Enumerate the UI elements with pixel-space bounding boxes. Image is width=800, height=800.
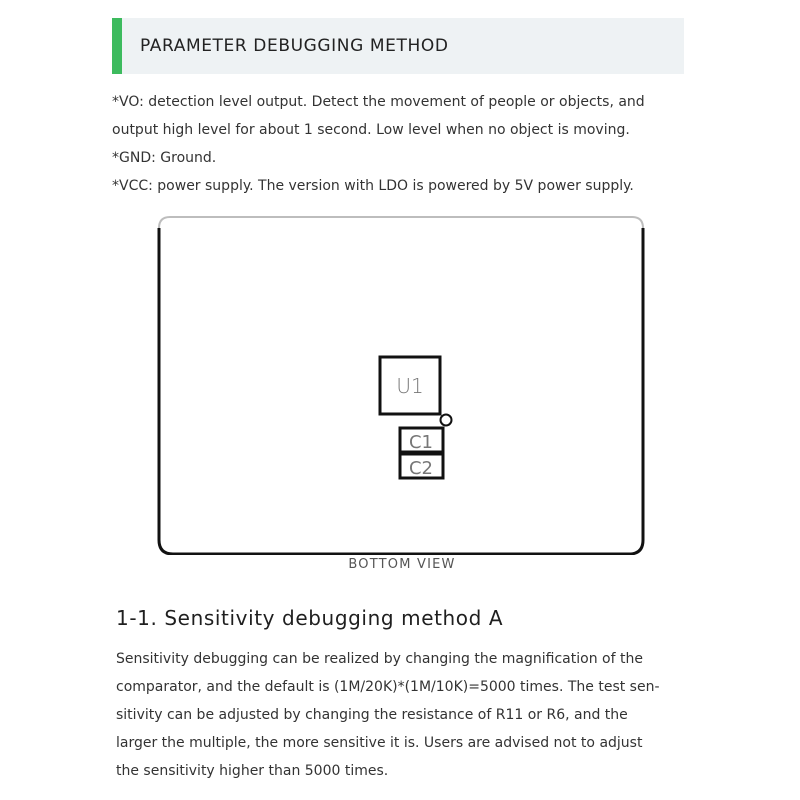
c1-label: C1 (408, 432, 434, 453)
note-line: *VCC: power supply. The version with LDO is powered by 5V power supply. (112, 178, 634, 194)
paragraph-line: larger the multiple, the more sensitive it is. Users are advised not to adjust (116, 735, 643, 751)
paragraph-line: comparator, and the default is (1M/20K)*(1M/10K)=5000 times. The test sen- (116, 679, 660, 695)
board-caption: BOTTOM VIEW (348, 557, 456, 572)
note-line: output high level for about 1 second. Low level when no object is moving. (112, 122, 630, 138)
paragraph-line: the sensitivity higher than 5000 times. (116, 763, 389, 779)
paragraph-line: Sensitivity debugging can be realized by changing the magnification of the (116, 651, 643, 667)
header-title: PARAMETER DEBUGGING METHOD (140, 36, 449, 56)
section-header (112, 18, 684, 74)
board-outline-top (159, 217, 643, 228)
pin1-marker (441, 415, 452, 426)
paragraph-line: sitivity can be adjusted by changing the resistance of R11 or R6, and the (116, 707, 628, 723)
note-line: *GND: Ground. (112, 150, 217, 166)
section-paragraph (116, 645, 706, 785)
board-svg (152, 210, 652, 555)
pin-notes (112, 88, 712, 200)
board-diagram (152, 210, 652, 572)
note-line: *VO: detection level output. Detect the movement of people or objects, and (112, 94, 645, 110)
u1-label: U1 (396, 374, 424, 398)
c2-label: C2 (408, 458, 434, 479)
accent-bar (112, 18, 122, 74)
section-title: 1-1. Sensitivity debugging method A (116, 606, 504, 630)
